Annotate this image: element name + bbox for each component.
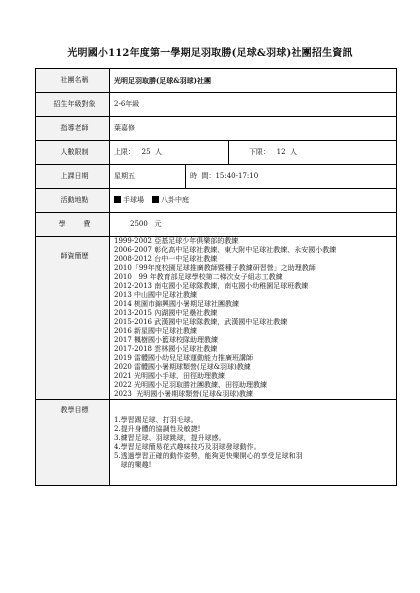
venue-value (110, 189, 397, 213)
row-fee (36, 213, 397, 237)
history-item: 1999-2002 亞基足球少年俱樂部的教練 (114, 237, 239, 245)
history-item: 2010「99年度校園足球推廣教師暨種子教練研習營」之助理教師 (114, 264, 316, 272)
row-club-name (36, 69, 397, 93)
row-teacher (36, 117, 397, 141)
goals-list (110, 400, 397, 486)
goal-item: 2.提升身體的協調性及敏捷! (114, 424, 201, 433)
history-item: 2021 光明國小手球、田徑助理教練 (114, 372, 226, 380)
history-item: 2022 光明國小足羽取勝社團教練、田徑助理教練 (114, 381, 268, 389)
venue-place-1: 手球場 (123, 196, 144, 204)
history-item: 2013 中山國中足球社教練 (114, 291, 198, 299)
fee-label: 學 費 (36, 213, 110, 237)
venue-label: 活動地點 (36, 189, 110, 213)
history-item: 2006-2007 彰化高中足球社教練、東大附中足球社教練、永安國小教練 (114, 246, 337, 254)
history-item: 2017 楓樹國小籃球校隊助理教練 (114, 336, 219, 344)
goal-item: 1.學習踢足球、打羽毛球。 (114, 415, 198, 424)
venue-place-2: 八卦中庭 (161, 196, 189, 204)
history-item: 2016 新星國中足球社教練 (114, 327, 198, 335)
schedule-time: 時 間：15:40-17:10 (186, 165, 397, 189)
history-item: 2019 雷體國小幼兒足球運動能力推廣班講師 (114, 354, 254, 362)
history-item: 2023 光明國小暑期球類營(足球&羽球)教練 (114, 390, 253, 398)
row-schedule (36, 165, 397, 189)
checkbox-checked-icon (114, 196, 121, 203)
goals-label: 教學目標 (36, 400, 110, 486)
teacher-value: 葉嘉修 (110, 117, 397, 141)
history-item: 2014 桃園市錦興國小暑期足球社團教練 (114, 300, 240, 308)
history-item: 2008-2012 台中一中足球社教練 (114, 255, 218, 263)
history-item: 2015-2016 武漢國中足球隊教練，武漢國中足球社教練 (114, 318, 288, 326)
club-name-label: 社團名稱 (36, 69, 110, 93)
history-item: 2013-2015 內湖國中足壘社教練 (114, 309, 218, 317)
limit-upper: 上限： 25 人 (110, 141, 229, 165)
row-limit (36, 141, 397, 165)
history-label: 師資簡歷 (36, 237, 110, 400)
schedule-label: 上課日期 (36, 165, 110, 189)
fee-value: 2500 元 (110, 213, 397, 237)
club-info-table (35, 68, 397, 486)
goal-item: 5.透過學習正確的動作姿勢，能夠更快樂開心的享受足球和羽 (114, 451, 303, 460)
schedule-day: 星期五 (110, 165, 186, 189)
row-goals (36, 400, 397, 486)
page-title: 光明國小112年度第一學期足羽取勝(足球&羽球)社團招生資訊 (67, 48, 353, 59)
goal-item: 4.學習足球簡易花式趣味技巧及羽球發球動作。 (114, 442, 261, 451)
row-history (36, 237, 397, 400)
limit-label: 人數限制 (36, 141, 110, 165)
history-list (110, 237, 397, 400)
teacher-label: 指導老師 (36, 117, 110, 141)
row-target (36, 93, 397, 117)
limit-lower: 下限： 12 人 (229, 141, 397, 165)
club-name-value: 光明足羽取勝(足球&羽球)社團 (110, 69, 397, 93)
goal-item: 球的樂趣! (114, 460, 152, 469)
target-value: 2-6年級 (110, 93, 397, 117)
history-item: 2012-2013 南屯國小足球隊教練，南屯國小幼稚園足球班教練 (114, 282, 309, 290)
checkbox-checked-icon (152, 196, 159, 203)
history-item: 2010 99 年教育部足球學校第二梯次女子組志工教練 (114, 273, 283, 281)
history-item: 2020 雷體國小暑期球類營(足球&羽球)教練 (114, 363, 251, 371)
row-venue (36, 189, 397, 213)
goal-item: 3.練習足球、羽球跳球，提升球感。 (114, 433, 226, 442)
target-label: 招生年級對象 (36, 93, 110, 117)
history-item: 2017-2018 雲林國小足球社教練 (114, 345, 218, 353)
